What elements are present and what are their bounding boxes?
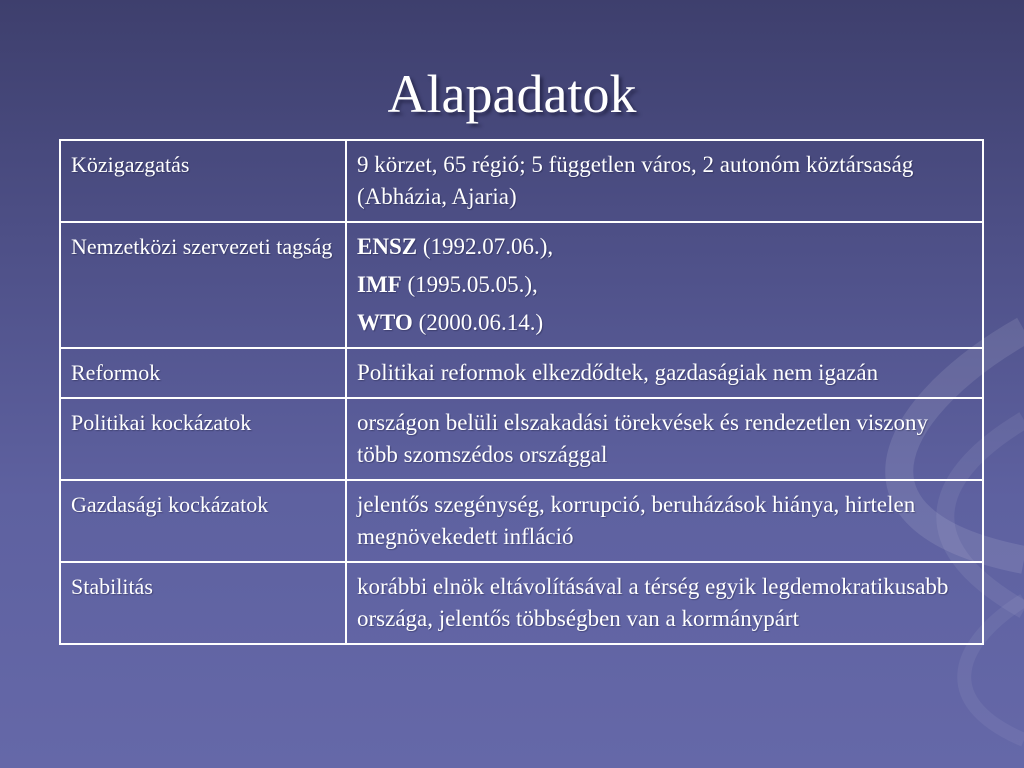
row-label: Nemzetközi szervezeti tagság (60, 222, 346, 348)
row-value: 9 körzet, 65 régió; 5 független város, 2 autonóm köztársaság (Abházia, Ajaria) (346, 140, 983, 222)
row-value (346, 222, 983, 348)
org-name: IMF (357, 272, 402, 297)
join-date: (1992.07.06.), (417, 234, 554, 259)
slide-title: Alapadatok (387, 64, 637, 124)
info-table (59, 139, 984, 645)
membership-ensz (357, 231, 972, 263)
org-name: ENSZ (357, 234, 418, 259)
join-date: (1995.05.05.), (401, 272, 538, 297)
row-label: Gazdasági kockázatok (60, 480, 346, 562)
table-row (60, 140, 983, 222)
row-value: jelentős szegénység, korrupció, beruházások hiánya, hirtelen megnövekedett infláció (346, 480, 983, 562)
row-value: országon belüli elszakadási törekvések és rendezetlen viszony több szomszédos országgal (346, 398, 983, 480)
row-value: Politikai reformok elkezdődtek, gazdaságiak nem igazán (346, 348, 983, 398)
membership-imf (357, 269, 972, 301)
table-row (60, 222, 983, 348)
membership-wto (357, 307, 972, 339)
row-label: Politikai kockázatok (60, 398, 346, 480)
table-row (60, 348, 983, 398)
row-label: Stabilitás (60, 562, 346, 644)
org-name: WTO (357, 310, 413, 335)
join-date: (2000.06.14.) (412, 310, 544, 335)
table-row (60, 562, 983, 644)
row-label: Közigazgatás (60, 140, 346, 222)
row-label: Reformok (60, 348, 346, 398)
table-row (60, 480, 983, 562)
table-row (60, 398, 983, 480)
row-value: korábbi elnök eltávolításával a térség egyik legdemokratikusabb országa, jelentős többségben van a kormánypárt (346, 562, 983, 644)
